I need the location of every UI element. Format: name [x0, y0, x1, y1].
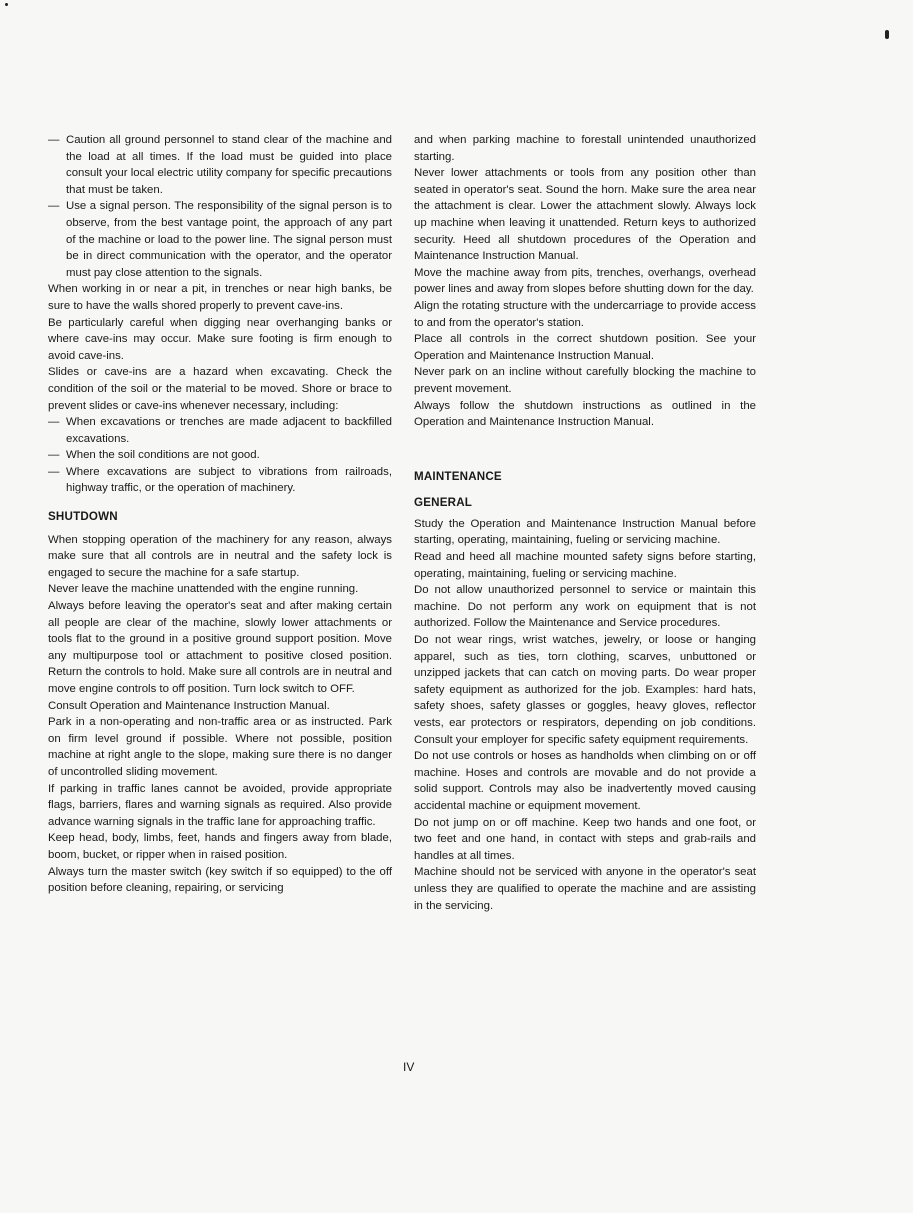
paragraph: Be particularly careful when digging near overhanging banks or where cave-ins may occur. Make sure footing is firm enough to avoid cave-ins.	[48, 316, 392, 362]
shutdown-heading: SHUTDOWN	[48, 510, 118, 524]
bullet-dash: —	[48, 449, 60, 462]
paragraph: Machine should not be serviced with anyone in the operator's seat unless they are qualified to operate the machine and are assisting in the servicing.	[414, 866, 756, 912]
paragraph: Read and heed all machine mounted safety signs before starting, operating, maintaining, fueling or servicing machine.	[414, 551, 756, 580]
bullet-dash: —	[48, 465, 60, 478]
paragraph: Keep head, body, limbs, feet, hands and fingers away from blade, boom, bucket, or ripper when in raised position.	[48, 832, 392, 861]
bullet-dash: —	[48, 134, 60, 146]
page-number: IV	[403, 1060, 415, 1074]
paragraph: Do not use controls or hoses as handholds when climbing on or off machine. Hoses and controls are movable and do not provide a solid support. Controls may also be inadvertently moved causing accidental machine or equipment movement.	[414, 750, 756, 812]
general-subheading: GENERAL	[414, 496, 473, 510]
maintenance-heading: MAINTENANCE	[414, 469, 502, 483]
paragraph: Never park on an incline without carefully blocking the machine to prevent movement.	[414, 366, 756, 395]
bullet-item	[48, 464, 392, 497]
bullet-item	[48, 198, 392, 281]
bullet-item	[48, 447, 392, 464]
paragraph: Study the Operation and Maintenance Instruction Manual before starting, operating, maintaining, fueling or servicing machine.	[414, 517, 756, 547]
paragraph: If parking in traffic lanes cannot be avoided, provide appropriate flags, barriers, flares and warning signals as required. Also provide advance warning signals in the traffic lane for approaching traffic.	[48, 782, 392, 828]
paragraph: Move the machine away from pits, trenches, overhangs, overhead power lines and away from slopes before shutting down for the day.	[414, 266, 756, 296]
paragraph: Align the rotating structure with the undercarriage to provide access to and from the operator's station.	[414, 299, 756, 329]
paragraph: and when parking machine to forestall unintended unauthorized starting.	[414, 134, 756, 163]
bullet-text: Where excavations are subject to vibrations from railroads, highway traffic, or the operation of machinery.	[66, 465, 392, 495]
left-column	[48, 132, 392, 897]
scan-speck	[885, 30, 889, 39]
paragraph: Always follow the shutdown instructions as outlined in the Operation and Maintenance Instruction Manual.	[414, 399, 756, 429]
scan-speck	[5, 3, 8, 6]
paragraph: Park in a non-operating and non-traffic area or as instructed. Park on firm level ground if possible. Where not possible, position machine at right angle to the slope, making sure there is no danger of uncontrolled sliding movement.	[48, 716, 392, 778]
bullet-text: When the soil conditions are not good.	[66, 449, 260, 462]
paragraph: Slides or cave-ins are a hazard when excavating. Check the condition of the soil or the material to be moved. Shore or brace to prevent slides or cave-ins whenever necessary, including:	[48, 366, 392, 412]
paragraph: Always before leaving the operator's seat and after making certain all people are clear of the machine, slowly lower attachments or tools flat to the ground in a positive ground support position. Move any multipurpose tool or attachment to positive closed position. Return the controls to hold. Make sure all controls are in neutral and move engine controls to off position. Turn lock switch to OFF.	[48, 600, 392, 695]
bullet-dash: —	[48, 200, 60, 213]
paragraph: Do not wear rings, wrist watches, jewelry, or loose or hanging apparel, such as ties, torn clothing, scarves, unbuttoned or unzipped jackets that can catch on moving parts. Do wear proper safety equipment as authorized for the job. Examples: hard hats, safety shoes, safety glasses or goggles, heavy gloves, reflector vests, ear protectors or respirators, depending on job conditions. Consult your employer for specific safety equipment requirements.	[414, 634, 756, 746]
bullet-text: Use a signal person. The responsibility of the signal person is to observe, from the best vantage point, the approach of any part of the machine or load to the power line. The signal person must be in direct communication with the operator, and the operator must pay close attention to the signals.	[66, 200, 392, 279]
bullet-text: Caution all ground personnel to stand clear of the machine and the load at all times. If the load must be guided into place consult your local electric utility company for specific precautions that must be taken.	[66, 134, 392, 196]
paragraph: Consult Operation and Maintenance Instruction Manual.	[48, 699, 330, 712]
bullet-dash: —	[48, 416, 60, 429]
paragraph: When working in or near a pit, in trenches or near high banks, be sure to have the walls shored properly to prevent cave-ins.	[48, 283, 392, 312]
bullet-item	[48, 132, 392, 198]
paragraph: Never leave the machine unattended with the engine running.	[48, 583, 359, 596]
paragraph: Do not jump on or off machine. Keep two hands and one foot, or two feet and one hand, in contact with steps and grab-rails and handles at all times.	[414, 816, 756, 862]
bullet-text: When excavations or trenches are made adjacent to backfilled excavations.	[66, 416, 392, 445]
paragraph: When stopping operation of the machinery for any reason, always make sure that all controls are in neutral and the safety lock is engaged to secure the machine for a safe startup.	[48, 533, 392, 579]
right-column	[414, 132, 756, 914]
paragraph: Do not allow unauthorized personnel to service or maintain this machine. Do not perform any work on equipment that is not authorized. Follow the Maintenance and Service procedures.	[414, 584, 756, 630]
paragraph: Place all controls in the correct shutdown position. See your Operation and Maintenance Instruction Manual.	[414, 333, 756, 362]
bullet-item	[48, 414, 392, 447]
paragraph: Never lower attachments or tools from any position other than seated in operator's seat. Sound the horn. Make sure the area near the attachment is clear. Lower the attachment slowly. Always lock up machine when leaving it unattended. Return keys to authorized security. Heed all shutdown procedures of the Operation and Maintenance Instruction Manual.	[414, 167, 756, 263]
paragraph: Always turn the master switch (key switch if so equipped) to the off position before cleaning, repairing, or servicing	[48, 865, 392, 895]
